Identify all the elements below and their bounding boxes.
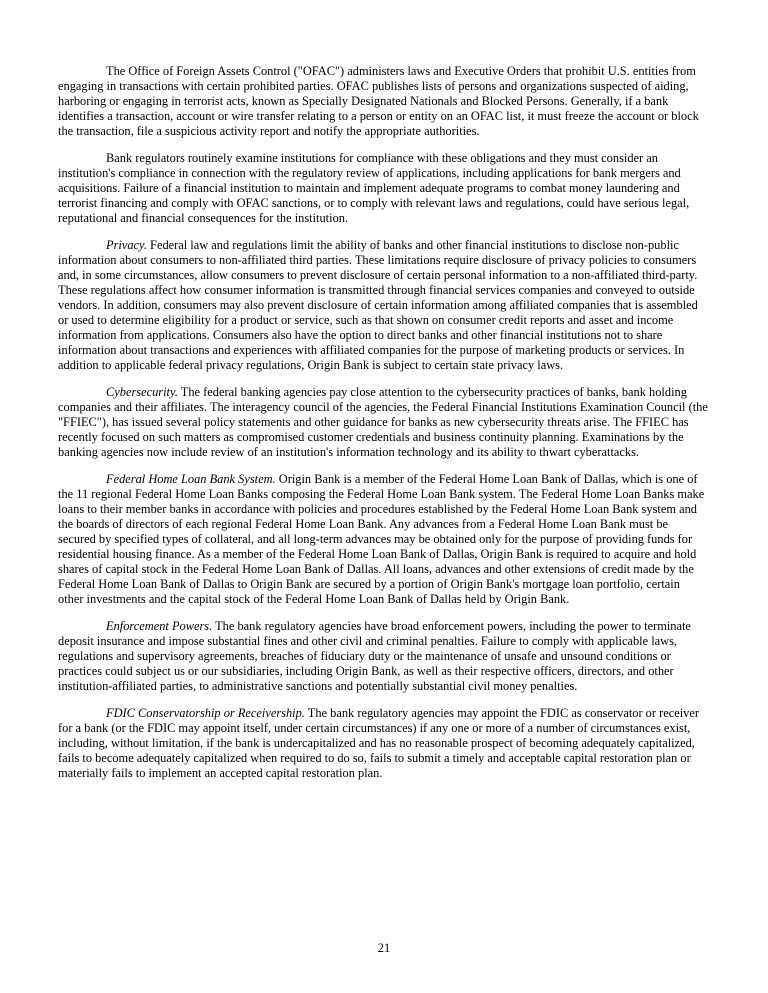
paragraph-ofac xyxy=(58,64,708,139)
paragraph-text: The bank regulatory agencies may appoint the FDIC as conservator or receiver for a bank (or the FDIC may appoint itself, under certain circumstances) if any one or more of a number of circumstances exist, including, without limitation, if the bank is undercapitalized and has no reasonable prospect of becoming adequately capitalized, fails to become adequately capitalized when required to do so, fails to submit a timely and acceptable capital restoration plan or materially fails to implement an accepted capital restoration plan. xyxy=(58,706,699,780)
paragraph-cybersecurity xyxy=(58,385,708,460)
paragraph-text: Origin Bank is a member of the Federal Home Loan Bank of Dallas, which is one of the 11 regional Federal Home Loan Banks composing the Federal Home Loan Bank system. The Federal Home Loan Banks make loans to their member banks in accordance with policies and procedures established by the Federal Home Loan Bank system and the boards of directors of each regional Federal Home Loan Bank. Any advances from a Federal Home Loan Bank must be secured by specified types of collateral, and all long-term advances may be obtained only for the purpose of providing funds for residential housing finance. As a member of the Federal Home Loan Bank of Dallas, Origin Bank is required to acquire and hold shares of capital stock in the Federal Home Loan Bank of Dallas. All loans, advances and other extensions of credit made by the Federal Home Loan Bank of Dallas to Origin Bank are secured by a portion of Origin Bank's mortgage loan portfolio, certain other investments and the capital stock of the Federal Home Loan Bank of Dallas held by Origin Bank. xyxy=(58,472,705,606)
paragraph-lead: Privacy. xyxy=(106,238,147,252)
paragraph-text: The bank regulatory agencies have broad enforcement powers, including the power to terminate deposit insurance and impose substantial fines and other civil and criminal penalties. Failure to comply with applicable laws, regulations and supervisory agreements, breaches of fiduciary duty or the maintenance of unsafe and unsound conditions or practices could subject us or our subsidiaries, including Origin Bank, as well as their respective officers, directors, and other institution-affiliated parties, to administrative sanctions and potentially substantial civil money penalties. xyxy=(58,619,691,693)
page-number: 21 xyxy=(377,941,391,955)
page-body xyxy=(58,64,708,793)
paragraph-privacy xyxy=(58,238,708,373)
paragraph-text: The federal banking agencies pay close attention to the cybersecurity practices of banks, bank holding companies and their affiliates. The interagency council of the agencies, the Federal Financial Institutions Examination Council (the "FFIEC"), has issued several policy statements and other guidance for banks as new cybersecurity threats arise. The FFIEC has recently focused on such matters as compromised customer credentials and business continuity planning. Examinations by the banking agencies now include review of an institution's information technology and its ability to thwart cyberattacks. xyxy=(58,385,708,459)
paragraph-lead: Cybersecurity. xyxy=(106,385,178,399)
paragraph-fhlb-system xyxy=(58,472,708,607)
paragraph-fdic-conservatorship xyxy=(58,706,708,781)
paragraph-text: The Office of Foreign Assets Control ("OFAC") administers laws and Executive Orders that prohibit U.S. entities from engaging in transactions with certain prohibited parties. OFAC publishes lists of persons and organizations suspected of aiding, harboring or engaging in terrorist acts, known as Specially Designated Nationals and Blocked Persons. Generally, if a bank identifies a transaction, account or wire transfer relating to a person or entity on an OFAC list, it must freeze the account or block the transaction, file a suspicious activity report and notify the appropriate authorities. xyxy=(58,64,699,138)
paragraph-text: Federal law and regulations limit the ability of banks and other financial institutions to disclose non-public information about consumers to non-affiliated third parties. These limitations require disclosure of privacy policies to consumers and, in some circumstances, allow consumers to prevent disclosure of certain personal information to a non-affiliated third-party. These regulations affect how consumer information is transmitted through financial services companies and conveyed to outside vendors. In addition, consumers may also prevent disclosure of certain information among affiliated companies that is assembled or used to determine eligibility for a product or service, such as that shown on consumer credit reports and asset and income information from applications. Consumers also have the option to direct banks and other financial institutions not to share information about transactions and experiences with affiliated companies for the purpose of marketing products or services. In addition to applicable federal privacy regulations, Origin Bank is subject to certain state privacy laws. xyxy=(58,238,698,372)
paragraph-lead: Federal Home Loan Bank System. xyxy=(106,472,276,486)
page-footer xyxy=(0,941,768,956)
paragraph-text: Bank regulators routinely examine institutions for compliance with these obligations and they must consider an institution's compliance in connection with the regulatory review of applications, including applications for bank mergers and acquisitions. Failure of a financial institution to maintain and implement adequate programs to combat money laundering and terrorist financing and comply with OFAC sanctions, or to comply with relevant laws and regulations, could have serious legal, reputational and financial consequences for the institution. xyxy=(58,151,690,225)
paragraph-lead: FDIC Conservatorship or Receivership. xyxy=(106,706,305,720)
paragraph-lead: Enforcement Powers. xyxy=(106,619,213,633)
paragraph-bank-regulators xyxy=(58,151,708,226)
paragraph-enforcement-powers xyxy=(58,619,708,694)
